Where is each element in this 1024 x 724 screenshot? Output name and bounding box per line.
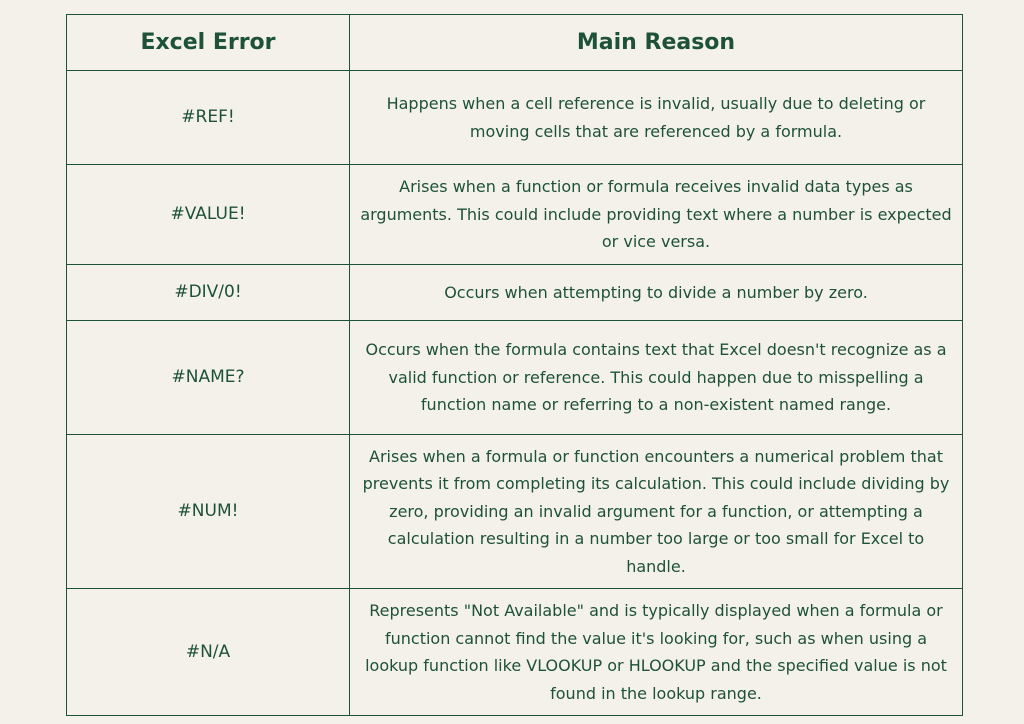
header-main-reason: Main Reason bbox=[350, 15, 963, 71]
reason-cell: Happens when a cell reference is invalid, usually due to deleting or moving cells that are referenced by a formula. bbox=[350, 71, 963, 165]
header-excel-error: Excel Error bbox=[67, 15, 350, 71]
error-code-cell: #NUM! bbox=[67, 435, 350, 589]
error-code-cell: #N/A bbox=[67, 589, 350, 716]
table-row bbox=[67, 321, 963, 435]
reason-cell: Arises when a formula or function encounters a numerical problem that prevents it from completing its calculation. This could include dividing by zero, providing an invalid argument for a function, or attempting a calculation resulting in a number too large or too small for Excel to handle. bbox=[350, 435, 963, 589]
table-row bbox=[67, 165, 963, 265]
error-code-cell: #REF! bbox=[67, 71, 350, 165]
error-code-cell: #DIV/0! bbox=[67, 265, 350, 321]
error-code-cell: #VALUE! bbox=[67, 165, 350, 265]
reason-cell: Occurs when attempting to divide a number by zero. bbox=[350, 265, 963, 321]
header-row bbox=[67, 15, 963, 71]
reason-cell: Occurs when the formula contains text that Excel doesn't recognize as a valid function or reference. This could happen due to misspelling a function name or referring to a non-existent named range. bbox=[350, 321, 963, 435]
table-row bbox=[67, 589, 963, 716]
table-row bbox=[67, 435, 963, 589]
reason-cell: Arises when a function or formula receives invalid data types as arguments. This could include providing text where a number is expected or vice versa. bbox=[350, 165, 963, 265]
table-row bbox=[67, 71, 963, 165]
reason-cell: Represents "Not Available" and is typically displayed when a formula or function cannot find the value it's looking for, such as when using a lookup function like VLOOKUP or HLOOKUP and the specified value is not found in the lookup range. bbox=[350, 589, 963, 716]
error-code-cell: #NAME? bbox=[67, 321, 350, 435]
excel-errors-table bbox=[66, 14, 963, 716]
table-row bbox=[67, 265, 963, 321]
